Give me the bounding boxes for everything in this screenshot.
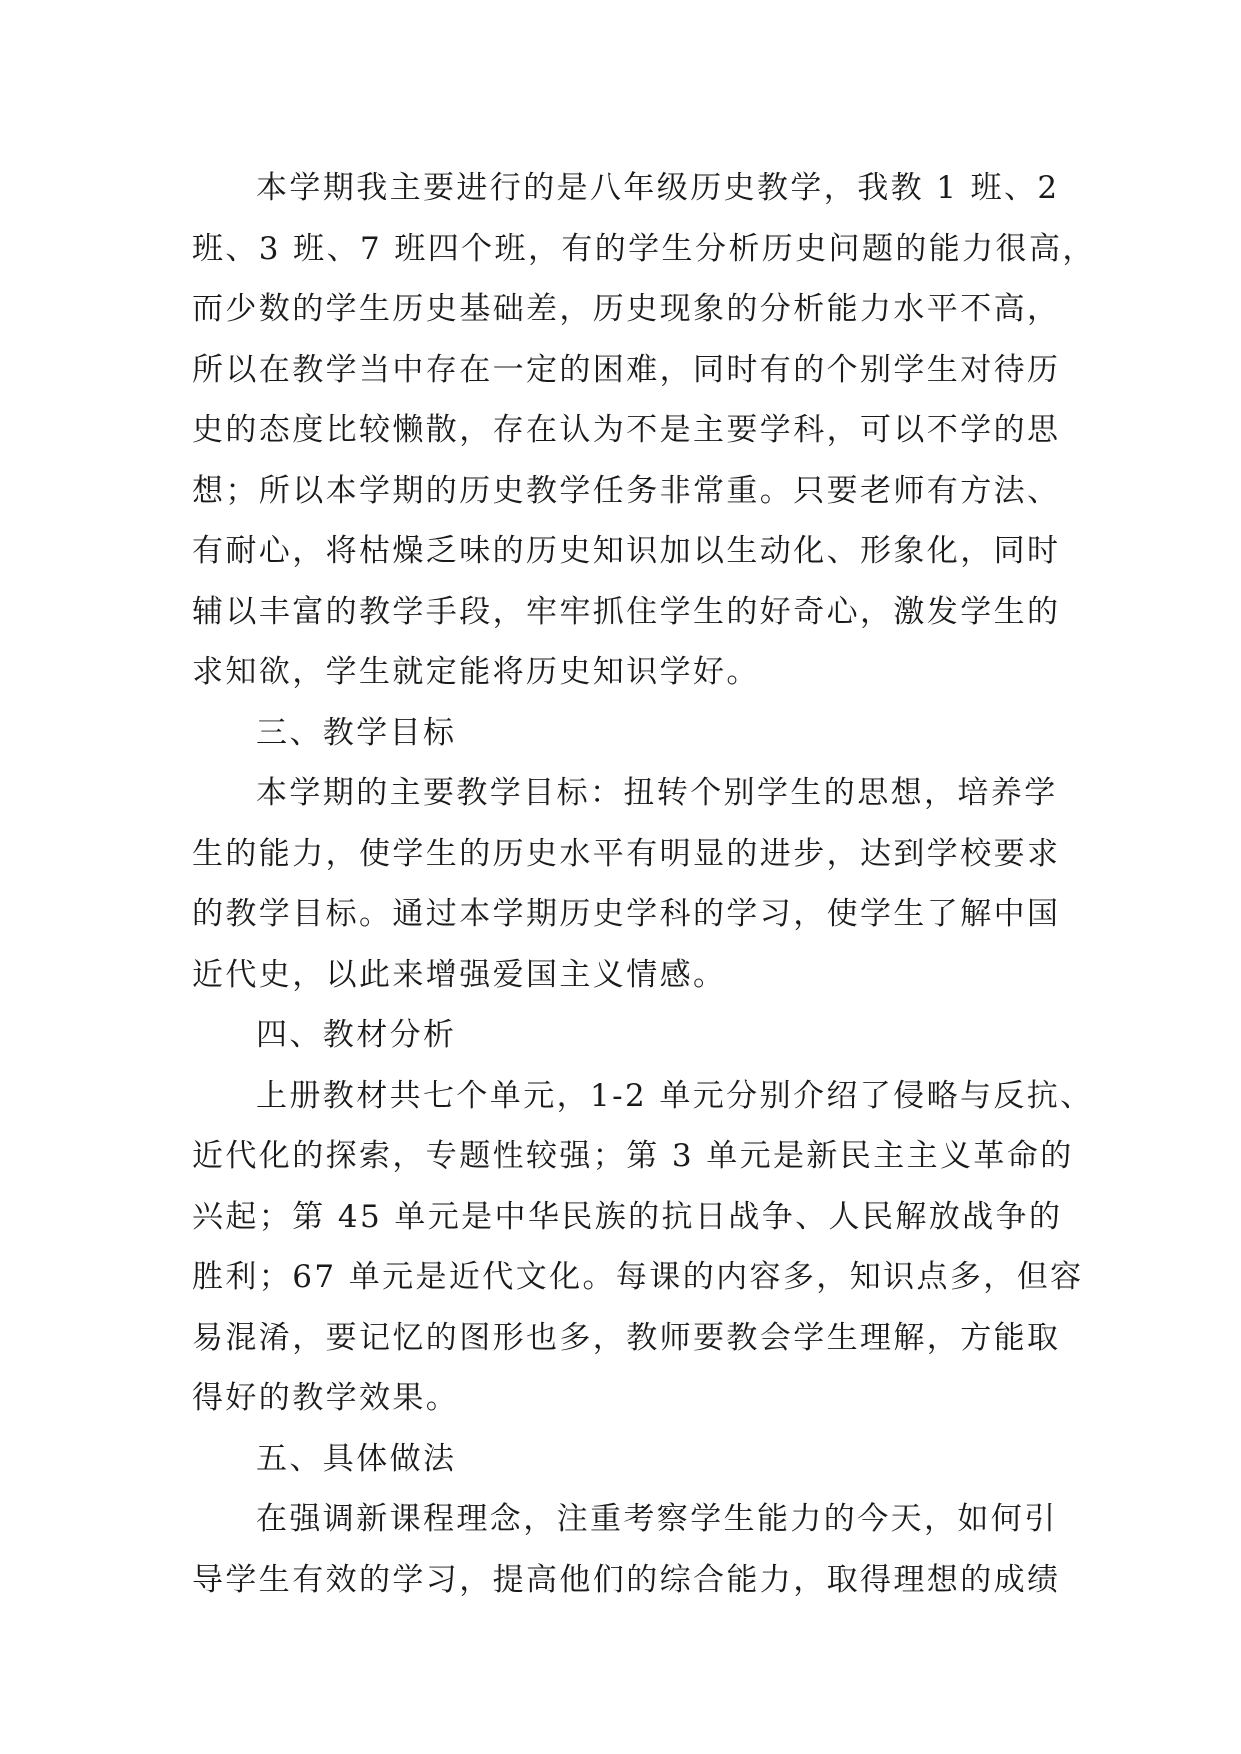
heading-text: 三、教学目标 [256, 714, 457, 751]
text-line: 近代化的探索，专题性较强；第 3 单元是新民主主义革命的 [192, 1138, 1074, 1174]
section-heading-methods [192, 1429, 1072, 1490]
text-line: 班、3 班、7 班四个班，有的学生分析历史问题的能力很高， [192, 230, 1096, 267]
paragraph-teaching-goals [192, 763, 1072, 1005]
paragraph-textbook-analysis [192, 1066, 1094, 1429]
text-line: 上册教材共七个单元，1-2 单元分别介绍了侵略与反抗、 [256, 1077, 1094, 1114]
paragraph-intro [192, 158, 1096, 703]
text-line: 易混淆，要记忆的图形也多，教师要教会学生理解，方能取 [192, 1319, 1061, 1356]
text-line: 胜利；67 单元是近代文化。每课的内容多，知识点多，但容 [192, 1259, 1084, 1295]
text-line: 想；所以本学期的历史教学任务非常重。只要老师有方法、 [192, 472, 1061, 509]
text-line: 而少数的学生历史基础差，历史现象的分析能力水平不高， [192, 291, 1061, 327]
text-line: 辅以丰富的教学手段，牢牢抓住学生的好奇心，激发学生的 [192, 593, 1061, 630]
text-line: 生的能力，使学生的历史水平有明显的进步，达到学校要求 [192, 835, 1061, 872]
text-line: 所以在教学当中存在一定的困难，同时有的个别学生对待历 [192, 351, 1061, 388]
section-heading-teaching-goals [192, 703, 1072, 764]
text-line: 兴起；第 45 单元是中华民族的抗日战争、人民解放战争的 [192, 1198, 1063, 1235]
text-line: 的教学目标。通过本学期历史学科的学习，使学生了解中国 [192, 896, 1061, 932]
heading-text: 五、具体做法 [256, 1440, 457, 1477]
text-line: 史的态度比较懒散，存在认为不是主要学科，可以不学的思 [192, 412, 1061, 448]
text-line: 在强调新课程理念，注重考察学生能力的今天，如何引 [256, 1501, 1058, 1537]
text-line: 近代史，以此来增强爱国主义情感。 [192, 956, 727, 993]
section-heading-textbook-analysis [192, 1005, 1072, 1066]
document-body [192, 158, 1096, 1610]
text-line: 得好的教学效果。 [192, 1380, 460, 1416]
text-line: 本学期我主要进行的是八年级历史教学，我教 1 班、2 [256, 170, 1060, 206]
text-line: 求知欲，学生就定能将历史知识学好。 [192, 654, 760, 690]
text-line: 本学期的主要教学目标：扭转个别学生的思想，培养学 [256, 775, 1058, 811]
heading-text: 四、教材分析 [256, 1017, 457, 1053]
text-line: 导学生有效的学习，提高他们的综合能力，取得理想的成绩 [192, 1561, 1061, 1598]
text-line: 有耐心，将枯燥乏味的历史知识加以生动化、形象化，同时 [192, 533, 1061, 569]
paragraph-methods [192, 1489, 1072, 1610]
